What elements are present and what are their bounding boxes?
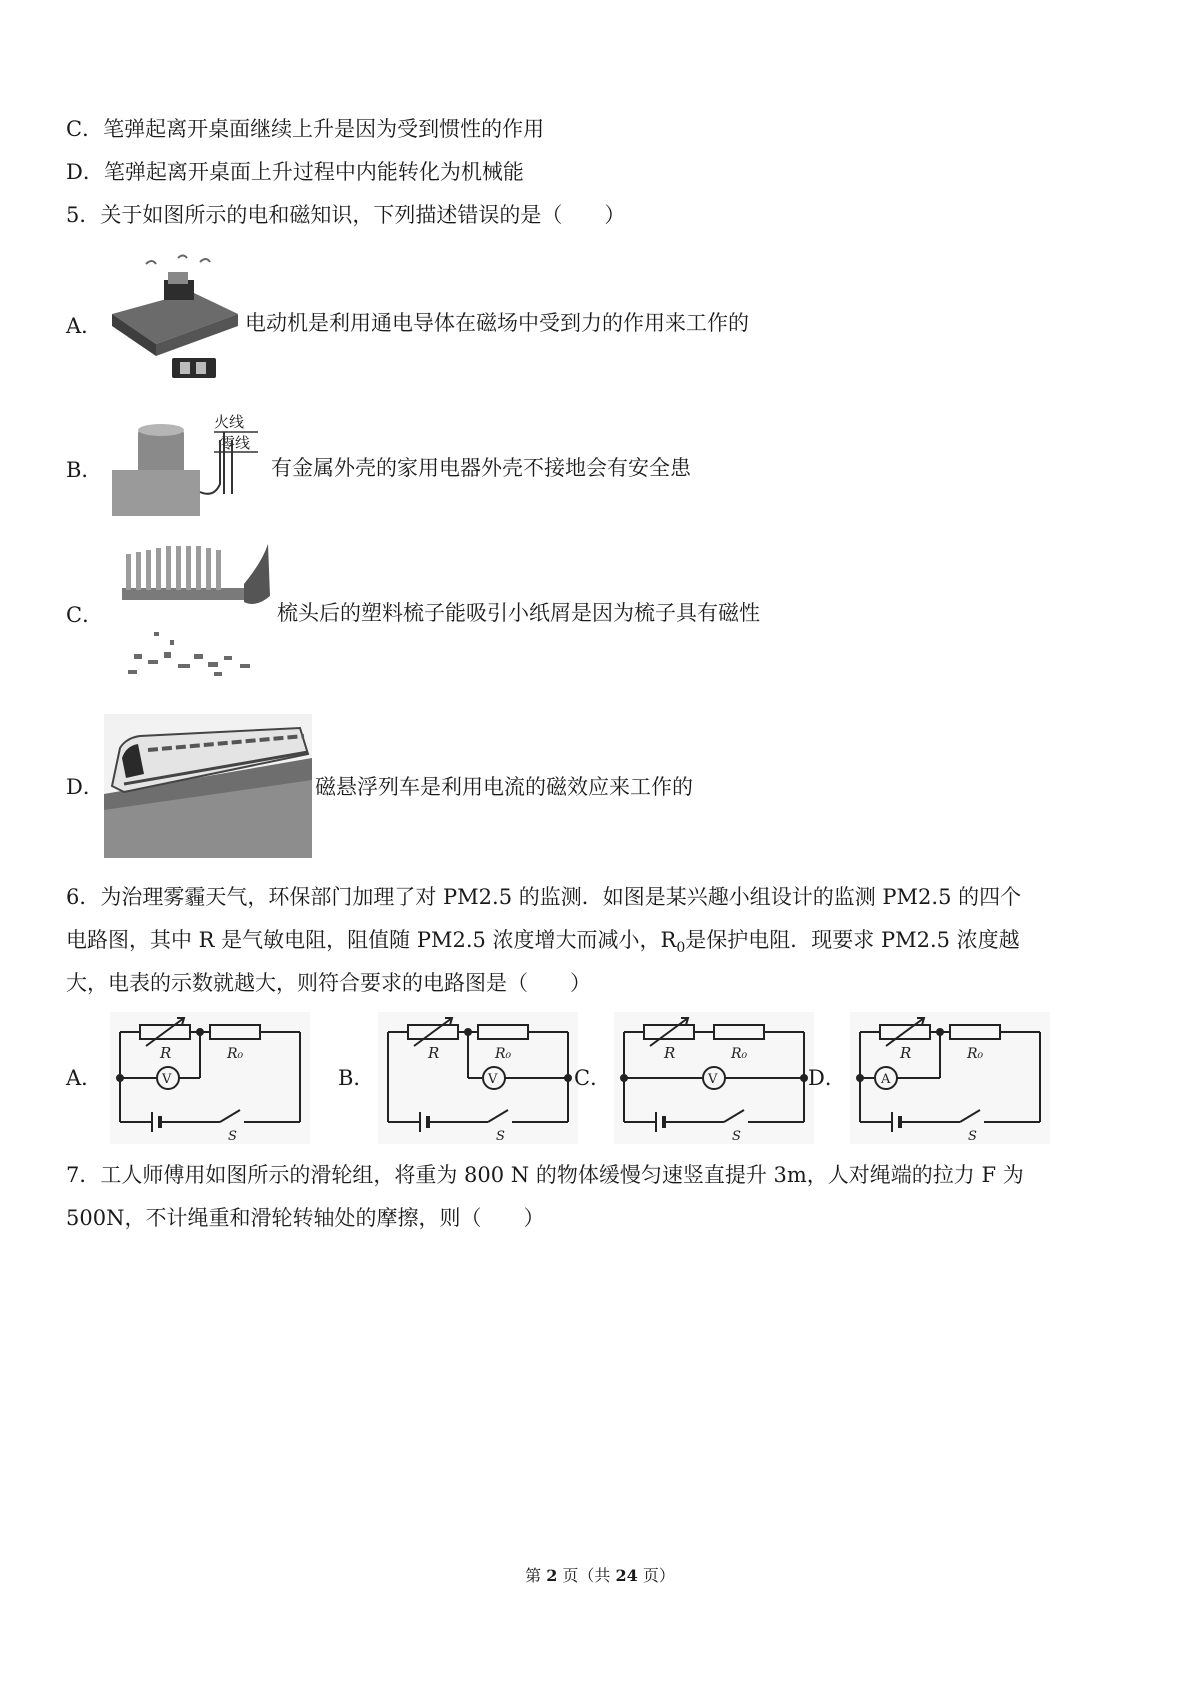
q5-option-a-letter: A． (66, 314, 103, 338)
q7-line-2: 500N，不计绳重和滑轮转轴处的摩擦，则（ ） (66, 1206, 545, 1230)
footer-middle: 页（共 (557, 1566, 616, 1585)
circuit-b-diagram (378, 1012, 578, 1144)
circuit-d-letter: D． (808, 1066, 846, 1090)
circuit-b-switch-label: S (496, 1129, 505, 1144)
circuit-b-r-label: R (428, 1044, 440, 1062)
q5-stem: 5．关于如图所示的电和磁知识，下列描述错误的是（ ） (66, 203, 626, 227)
q7-line-1: 7．工人师傅用如图所示的滑轮组，将重为 800 N 的物体缓慢匀速竖直提升 3m，人对绳端的拉力 F 为 (66, 1163, 1024, 1187)
circuit-c-r0-label: R₀ (731, 1046, 748, 1062)
q5-option-a-text: 电动机是利用通电导体在磁场中受到力的作用来工作的 (245, 311, 749, 335)
circuit-d-diagram (850, 1012, 1050, 1144)
q6-line-1: 6．为治理雾霾天气，环保部门加理了对 PM2.5 的监测．如图是某兴趣小组设计的监测 PM2.5 的四个 (66, 885, 1022, 909)
q4-option-c: C．笔弹起离开桌面继续上升是因为受到惯性的作用 (66, 117, 545, 141)
footer-page-number: 2 (546, 1566, 558, 1585)
q6-line-2-part-a: 电路图，其中 R 是气敏电阻，阻值随 PM2.5 浓度增大而减小，R (66, 928, 677, 952)
q5-option-c-letter: C． (66, 603, 104, 627)
circuit-b-r0-label: R₀ (495, 1046, 512, 1062)
q5-option-d-letter: D． (66, 775, 104, 799)
q4-option-d: D．笔弹起离开桌面上升过程中内能转化为机械能 (66, 160, 524, 184)
circuit-d-meter-label: A (881, 1072, 891, 1087)
comb-paper-bits-image (104, 536, 276, 690)
footer-suffix: 页） (637, 1566, 675, 1585)
circuit-d-r-label: R (900, 1044, 912, 1062)
circuit-a-meter-label: V (162, 1072, 172, 1087)
circuit-c-meter-label: V (708, 1072, 718, 1087)
circuit-a-r0-label: R₀ (227, 1046, 244, 1062)
q6-line-2-subscript: 0 (676, 940, 686, 956)
page-footer (0, 1565, 1200, 1587)
maglev-train-image (104, 714, 312, 858)
q5-option-b-letter: B． (66, 458, 103, 482)
circuit-a-switch-label: S (228, 1129, 237, 1144)
circuit-a-diagram (110, 1012, 310, 1144)
motor-apparatus-image (108, 252, 244, 388)
circuit-c-diagram (614, 1012, 814, 1144)
footer-total-pages: 24 (615, 1566, 638, 1585)
circuit-c-letter: C． (574, 1066, 612, 1090)
q5-option-c-text: 梳头后的塑料梳子能吸引小纸屑是因为梳子具有磁性 (277, 601, 760, 625)
q6-line-2 (66, 925, 1020, 963)
q5-option-d-text: 磁悬浮列车是利用电流的磁效应来工作的 (315, 775, 693, 799)
grounded-appliance-image (108, 410, 268, 520)
q5-option-b-text: 有金属外壳的家用电器外壳不接地会有安全患 (271, 456, 691, 480)
live-wire-label: 火线 (214, 413, 245, 431)
circuit-c-switch-label: S (732, 1129, 741, 1144)
circuit-c-r-label: R (664, 1044, 676, 1062)
neutral-wire-label: 零线 (220, 434, 251, 452)
q6-line-3: 大，电表的示数就越大，则符合要求的电路图是（ ） (66, 971, 591, 995)
circuit-d-switch-label: S (968, 1129, 977, 1144)
circuit-d-r0-label: R₀ (967, 1046, 984, 1062)
footer-prefix: 第 (525, 1566, 547, 1585)
circuit-a-letter: A． (66, 1066, 103, 1090)
circuit-b-letter: B． (338, 1066, 375, 1090)
circuit-a-r-label: R (160, 1044, 172, 1062)
circuit-b-meter-label: V (488, 1072, 498, 1087)
q6-line-2-part-b: 是保护电阻．现要求 PM2.5 浓度越 (685, 928, 1020, 952)
